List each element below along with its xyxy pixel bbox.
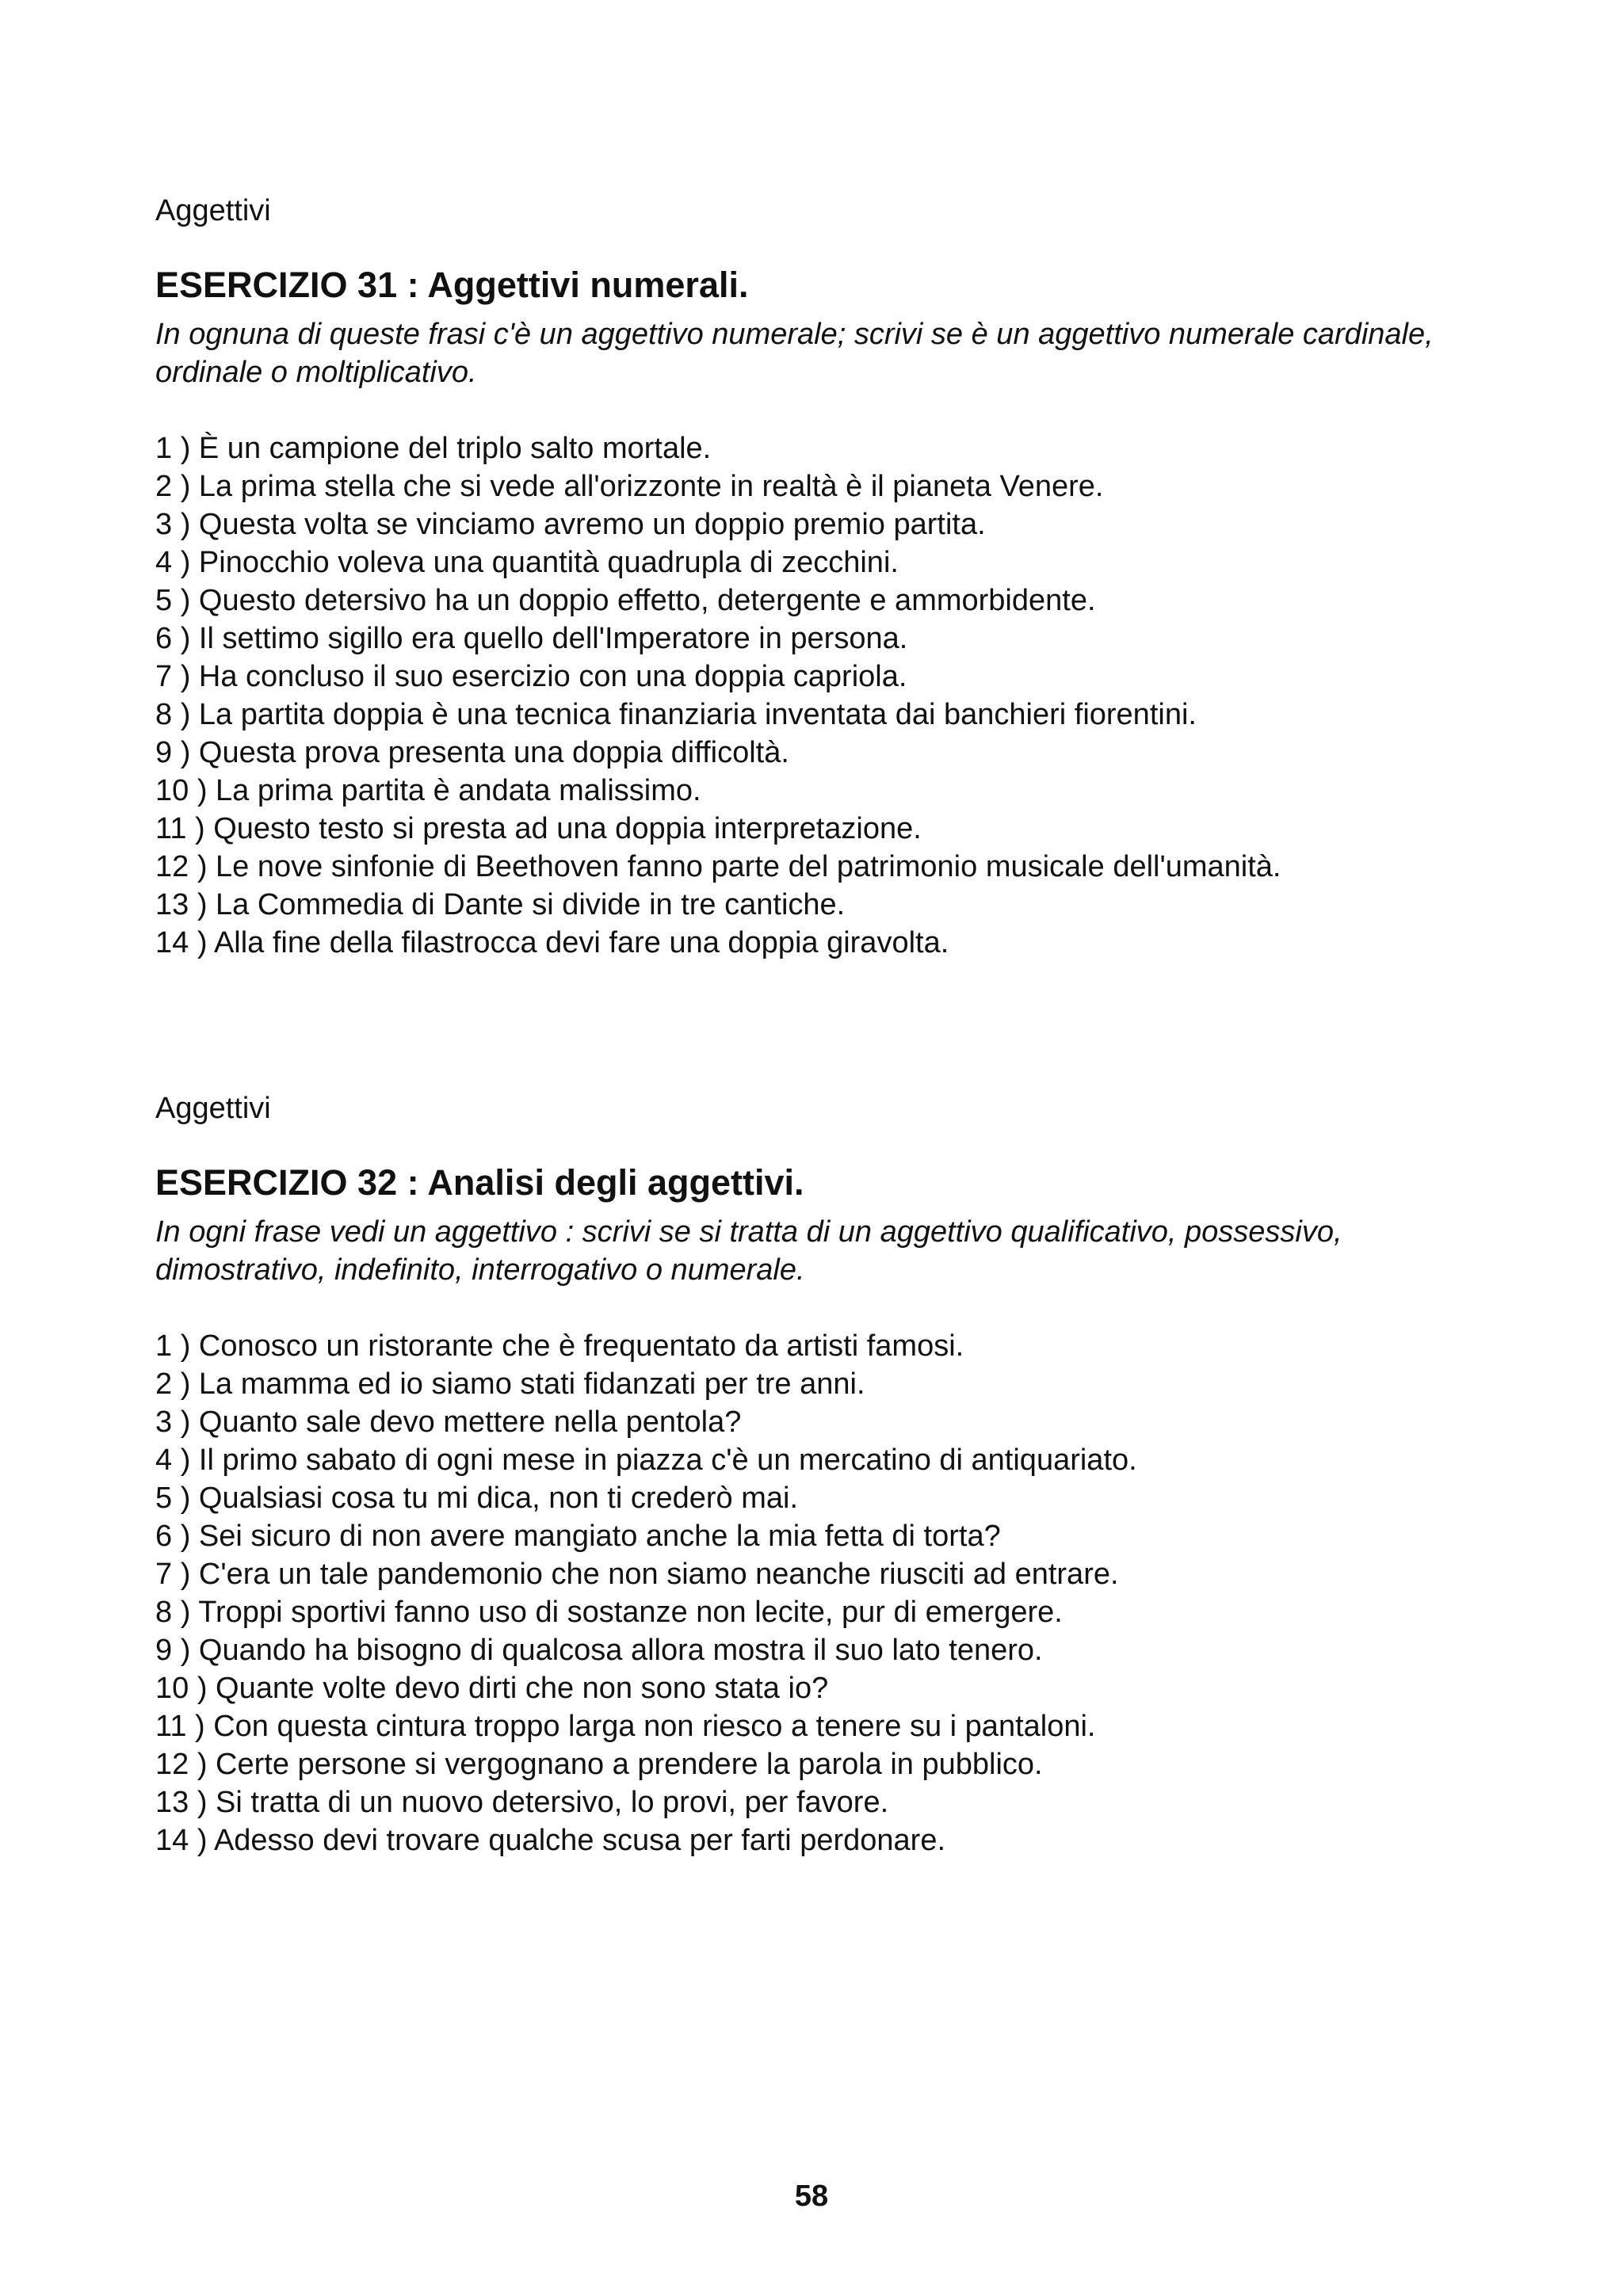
sentence-item: 12 ) Le nove sinfonie di Beethoven fanno parte del patrimonio musicale dell'umanità.	[155, 850, 1281, 883]
sentence-item: 14 ) Alla fine della filastrocca devi fare una doppia giravolta.	[155, 926, 949, 959]
sentence-item: 5 ) Questo detersivo ha un doppio effetto, detergente e ammorbidente.	[155, 584, 1096, 617]
sentence-item: 3 ) Questa volta se vinciamo avremo un doppio premio partita.	[155, 508, 986, 541]
sentence-item: 13 ) La Commedia di Dante si divide in tre cantiche.	[155, 888, 846, 921]
sentence-item: 7 ) Ha concluso il suo esercizio con una doppia capriola.	[155, 660, 907, 693]
exercise-sentence-list	[155, 429, 1503, 962]
sentence-item: 2 ) La mamma ed io siamo stati fidanzati per tre anni.	[155, 1367, 865, 1401]
sentence-item: 9 ) Questa prova presenta una doppia difficoltà.	[155, 736, 789, 769]
sentence-item: 14 ) Adesso devi trovare qualche scusa per farti perdonare.	[155, 1824, 946, 1857]
sentence-item: 5 ) Qualsiasi cosa tu mi dica, non ti crederò mai.	[155, 1482, 799, 1515]
sentence-item: 11 ) Con questa cintura troppo larga non riesco a tenere su i pantaloni.	[155, 1710, 1096, 1743]
exercise-instructions: In ogni frase vedi un aggettivo : scrivi se si tratta di un aggettivo qualificativo, possessivo, dimostrativo, indefinito, interrogativo o numerale.	[155, 1215, 1342, 1287]
exercise-32	[155, 1089, 1503, 1859]
sentence-item: 1 ) È un campione del triplo salto mortale.	[155, 432, 712, 465]
sentence-item: 4 ) Pinocchio voleva una quantità quadrupla di zecchini.	[155, 546, 899, 579]
sentence-item: 6 ) Il settimo sigillo era quello dell'Imperatore in persona.	[155, 622, 908, 655]
sentence-item: 2 ) La prima stella che si vede all'orizzonte in realtà è il pianeta Venere.	[155, 470, 1104, 503]
sentence-item: 8 ) Troppi sportivi fanno uso di sostanze non lecite, pur di emergere.	[155, 1596, 1063, 1629]
sentence-item: 10 ) Quante volte devo dirti che non sono stata io?	[155, 1672, 829, 1705]
exercise-title: ESERCIZIO 32 : Analisi degli aggettivi.	[155, 1162, 804, 1203]
sentence-item: 10 ) La prima partita è andata malissimo.	[155, 774, 701, 807]
section-category: Aggettivi	[155, 1092, 271, 1125]
section-category: Aggettivi	[155, 194, 271, 227]
sentence-item: 9 ) Quando ha bisogno di qualcosa allora mostra il suo lato tenero.	[155, 1634, 1043, 1667]
exercise-sentence-list	[155, 1327, 1503, 1859]
sentence-item: 4 ) Il primo sabato di ogni mese in piazza c'è un mercatino di antiquariato.	[155, 1444, 1137, 1477]
sentence-item: 11 ) Questo testo si presta ad una doppia interpretazione.	[155, 812, 922, 845]
sentence-item: 12 ) Certe persone si vergognano a prendere la parola in pubblico.	[155, 1748, 1043, 1781]
sentence-item: 8 ) La partita doppia è una tecnica finanziaria inventata dai banchieri fiorentini.	[155, 698, 1197, 731]
sentence-item: 1 ) Conosco un ristorante che è frequentato da artisti famosi.	[155, 1329, 964, 1363]
sentence-item: 6 ) Sei sicuro di non avere mangiato anche la mia fetta di torta?	[155, 1520, 1001, 1553]
sentence-item: 7 ) C'era un tale pandemonio che non siamo neanche riusciti ad entrare.	[155, 1558, 1119, 1591]
exercise-31	[155, 192, 1503, 962]
exercise-title: ESERCIZIO 31 : Aggettivi numerali.	[155, 265, 749, 305]
sentence-item: 13 ) Si tratta di un nuovo detersivo, lo provi, per favore.	[155, 1786, 889, 1819]
page-number: 58	[794, 2180, 829, 2213]
sentence-item: 3 ) Quanto sale devo mettere nella pentola?	[155, 1405, 742, 1439]
exercise-instructions: In ognuna di queste frasi c'è un aggettivo numerale; scrivi se è un aggettivo numerale cardinale, ordinale o moltiplicativo.	[155, 318, 1434, 389]
